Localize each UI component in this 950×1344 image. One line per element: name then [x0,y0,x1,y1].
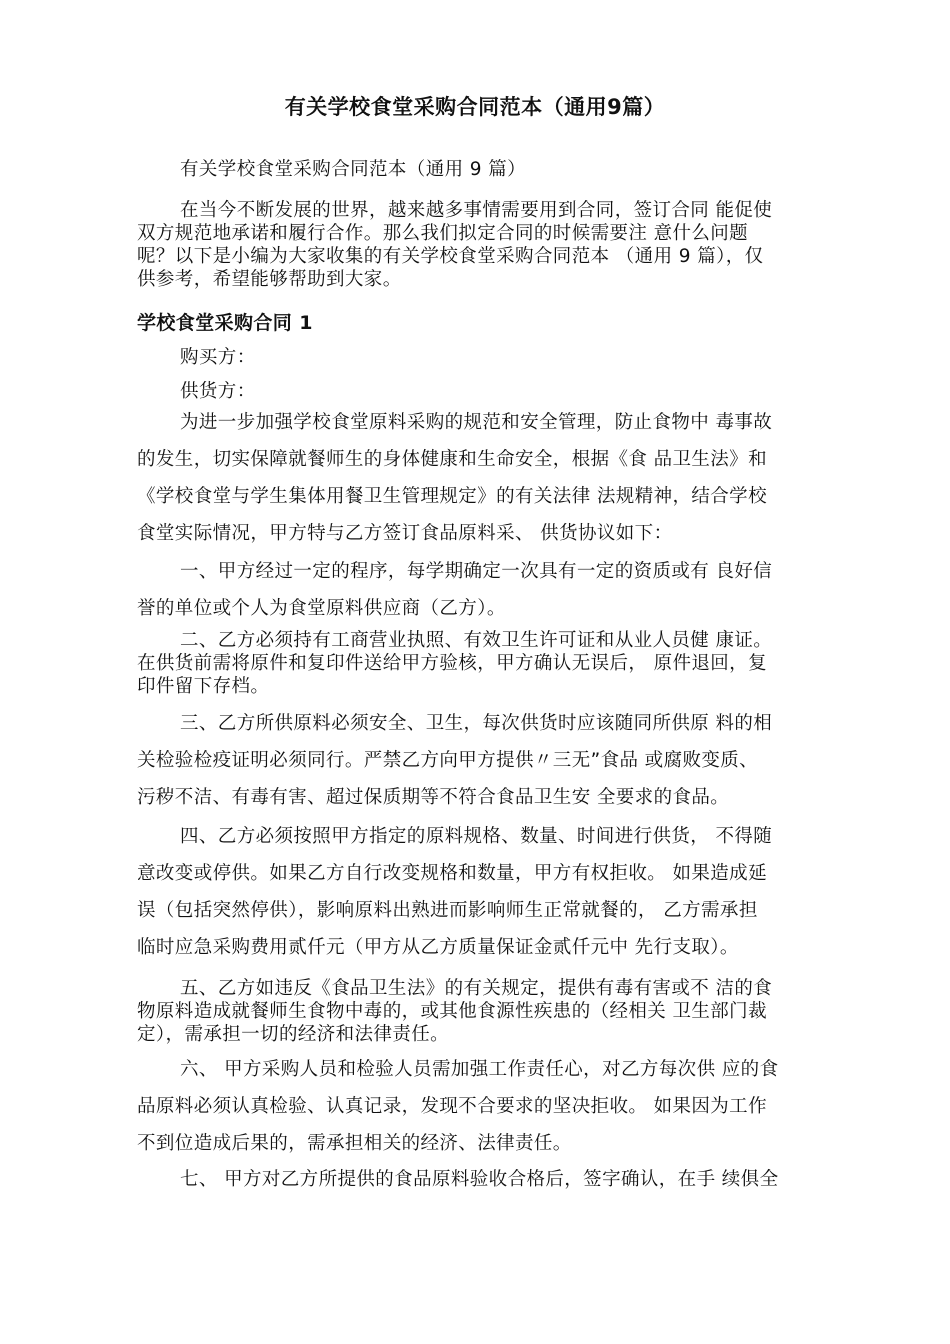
supplier-label: 供货方： [180,381,256,402]
section-heading-text: 学校食堂采购合同 1 [137,312,313,334]
clause-line: 六、 甲方采购人员和检验人员需加强工作责任心，对乙方每次供 应的食 [180,1059,779,1080]
clause-4 [137,818,827,966]
clause-7 [137,1161,827,1198]
clause-line: 关检验检疫证明必须同行。严禁乙方向甲方提供〃三无”食品 或腐败变质、 [137,750,759,771]
intro-line: 呢？以下是小编为大家收集的有关学校食堂采购合同范本 （通用 9 篇），仅 [137,246,764,267]
clause-line: 五、乙方如违反《食品卫生法》的有关规定，提供有毒有害或不 洁的食 [180,978,773,999]
buyer-line [137,346,870,369]
preamble-line: 的发生，切实保障就餐师生的身体健康和生命安全，根据《食 品卫生法》和 [137,449,767,470]
subtitle-text: 有关学校食堂采购合同范本（通用 9 篇） [180,159,527,180]
clause-line: 四、乙方必须按照甲方指定的原料规格、数量、时间进行供货， 不得随 [180,826,773,847]
intro-paragraph [137,199,827,291]
clause-line: 临时应急采购费用贰仟元（甲方从乙方质量保证金贰仟元中 先行支取）。 [137,937,739,958]
intro-line: 在当今不断发展的世界，越来越多事情需要用到合同，签订合同 能促使 [180,200,773,221]
clause-line: 不到位造成后果的，需承担相关的经济、法律责任。 [137,1133,572,1154]
preamble-line: 为进一步加强学校食堂原料采购的规范和安全管理，防止食物中 毒事故 [180,412,773,433]
clause-3 [137,705,827,816]
preamble-line: 食堂实际情况，甲方特与乙方签订食品原料采、 供货协议如下： [137,523,673,544]
buyer-label: 购买方： [180,347,256,368]
clause-line: 品原料必须认真检验、认真记录，发现不合要求的坚决拒收。 如果因为工作 [137,1096,767,1117]
clause-1 [137,553,827,627]
clause-line: 三、乙方所供原料必须安全、卫生，每次供货时应该随同所供原 料的相 [180,713,773,734]
document-title: 有关学校食堂采购合同范本（通用9篇） [284,95,666,119]
preamble-line: 《学校食堂与学生集体用餐卫生管理规定》的有关法律 法规精神，结合学校 [137,486,767,507]
subtitle [137,158,870,181]
intro-line: 双方规范地承诺和履行合作。那么我们拟定合同的时候需要注 意什么问题 [137,223,749,244]
clause-line: 一、甲方经过一定的程序，每学期确定一次具有一定的资质或有 良好信 [180,561,773,582]
clause-5 [137,977,827,1046]
clause-line: 誉的单位或个人为食堂原料供应商（乙方）。 [137,598,506,619]
intro-line: 供参考，希望能够帮助到大家。 [137,269,402,290]
clause-line: 物原料造成就餐师生食物中毒的，或其他食源性疾患的（经相关 卫生部门裁 [137,1001,767,1022]
clause-2 [137,629,827,698]
section-heading [137,312,827,335]
clause-line: 定），需承担一切的经济和法律责任。 [137,1024,450,1045]
clause-line: 意改变或停供。如果乙方自行改变规格和数量，甲方有权拒收。 如果造成延 [137,863,767,884]
preamble-paragraph [137,404,827,552]
clause-line: 七、 甲方对乙方所提供的食品原料验收合格后，签字确认，在手 续俱全 [180,1169,779,1190]
clause-line: 污秽不洁、有毒有害、超过保质期等不符合食品卫生安 全要求的食品。 [137,787,730,808]
supplier-line [137,380,870,403]
clause-line: 在供货前需将原件和复印件送给甲方验核，甲方确认无误后， 原件退回，复 [137,653,767,674]
clause-line: 印件留下存档。 [137,676,270,697]
clause-line: 误（包括突然停供），影响原料出熟进而影响师生正常就餐的， 乙方需承担 [137,900,758,921]
clause-6 [137,1051,827,1162]
clause-line: 二、乙方必须持有工商营业执照、有效卫生许可证和从业人员健 康证。 [180,630,773,651]
